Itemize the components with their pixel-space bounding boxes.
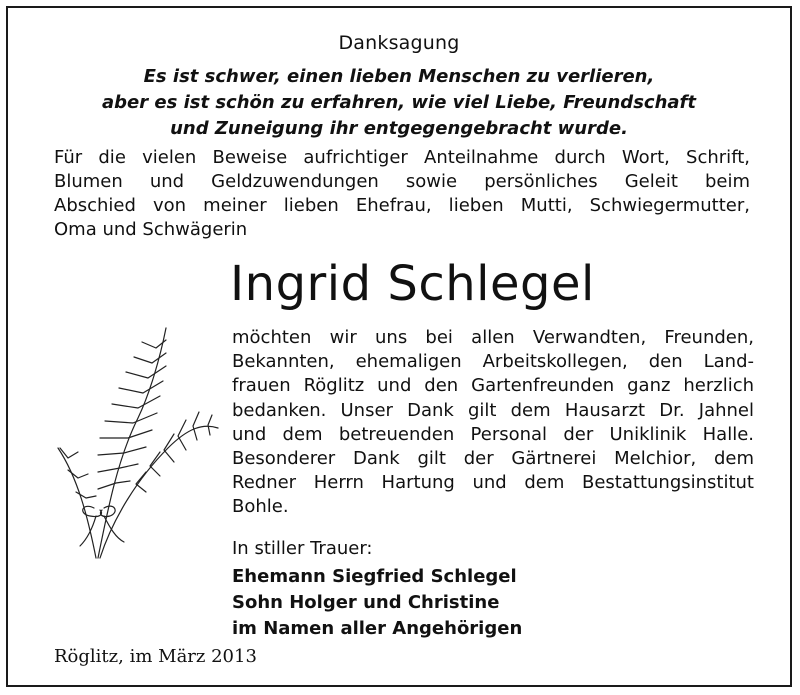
body-line: Bekannten, ehemaligen Arbeitskollegen, den Land- (232, 351, 754, 373)
notice-heading: Danksagung (338, 32, 460, 54)
deceased-name: Ingrid Schlegel (230, 256, 595, 312)
mourner: im Namen aller Angehörigen (232, 618, 523, 639)
body-line: Redner Herrn Hartung und dem Bestattungsinstitut (232, 472, 754, 494)
intro-line: Blumen und Geldzuwendungen sowie persönliches Geleit beim (54, 171, 750, 192)
body-line: frauen Röglitz und den Gartenfreunden ganz herzlich (232, 375, 754, 397)
death-notice (6, 6, 792, 687)
quote-line: und Zuneigung ihr entgegengebracht wurde. (170, 118, 628, 139)
quote (48, 64, 750, 142)
intro-line: Für die vielen Beweise aufrichtiger Anteilnahme durch Wort, Schrift, (54, 147, 750, 168)
intro-line: Oma und Schwägerin (54, 219, 248, 240)
body-line: Bohle. (232, 496, 289, 518)
fern-icon (38, 308, 228, 568)
body-line: möchten wir uns bei allen Verwandten, Freunden, (232, 327, 754, 348)
thanks-paragraph (232, 326, 754, 520)
mourner: Ehemann Siegfried Schlegel (232, 566, 517, 587)
body-line: bedanken. Unser Dank gilt dem Hausarzt Dr. Jahnel (232, 399, 754, 421)
mourner: Sohn Holger und Christine (232, 592, 500, 613)
intro-line: Abschied von meiner lieben Ehefrau, lieben Mutti, Schwiegermutter, (54, 195, 750, 216)
mourning-label: In stiller Trauer: (232, 538, 373, 559)
body-line: und dem betreuenden Personal der Uniklinik Halle. (232, 423, 754, 445)
quote-line: Es ist schwer, einen lieben Menschen zu verlieren, (143, 66, 655, 87)
quote-line: aber es ist schön zu erfahren, wie viel Liebe, Freundschaft (102, 92, 696, 113)
mourners-list (232, 564, 522, 642)
place-date: Röglitz, im März 2013 (54, 646, 257, 667)
body-line: Besonderer Dank gilt der Gärtnerei Melchior, dem (232, 448, 754, 470)
intro-paragraph (54, 146, 750, 242)
